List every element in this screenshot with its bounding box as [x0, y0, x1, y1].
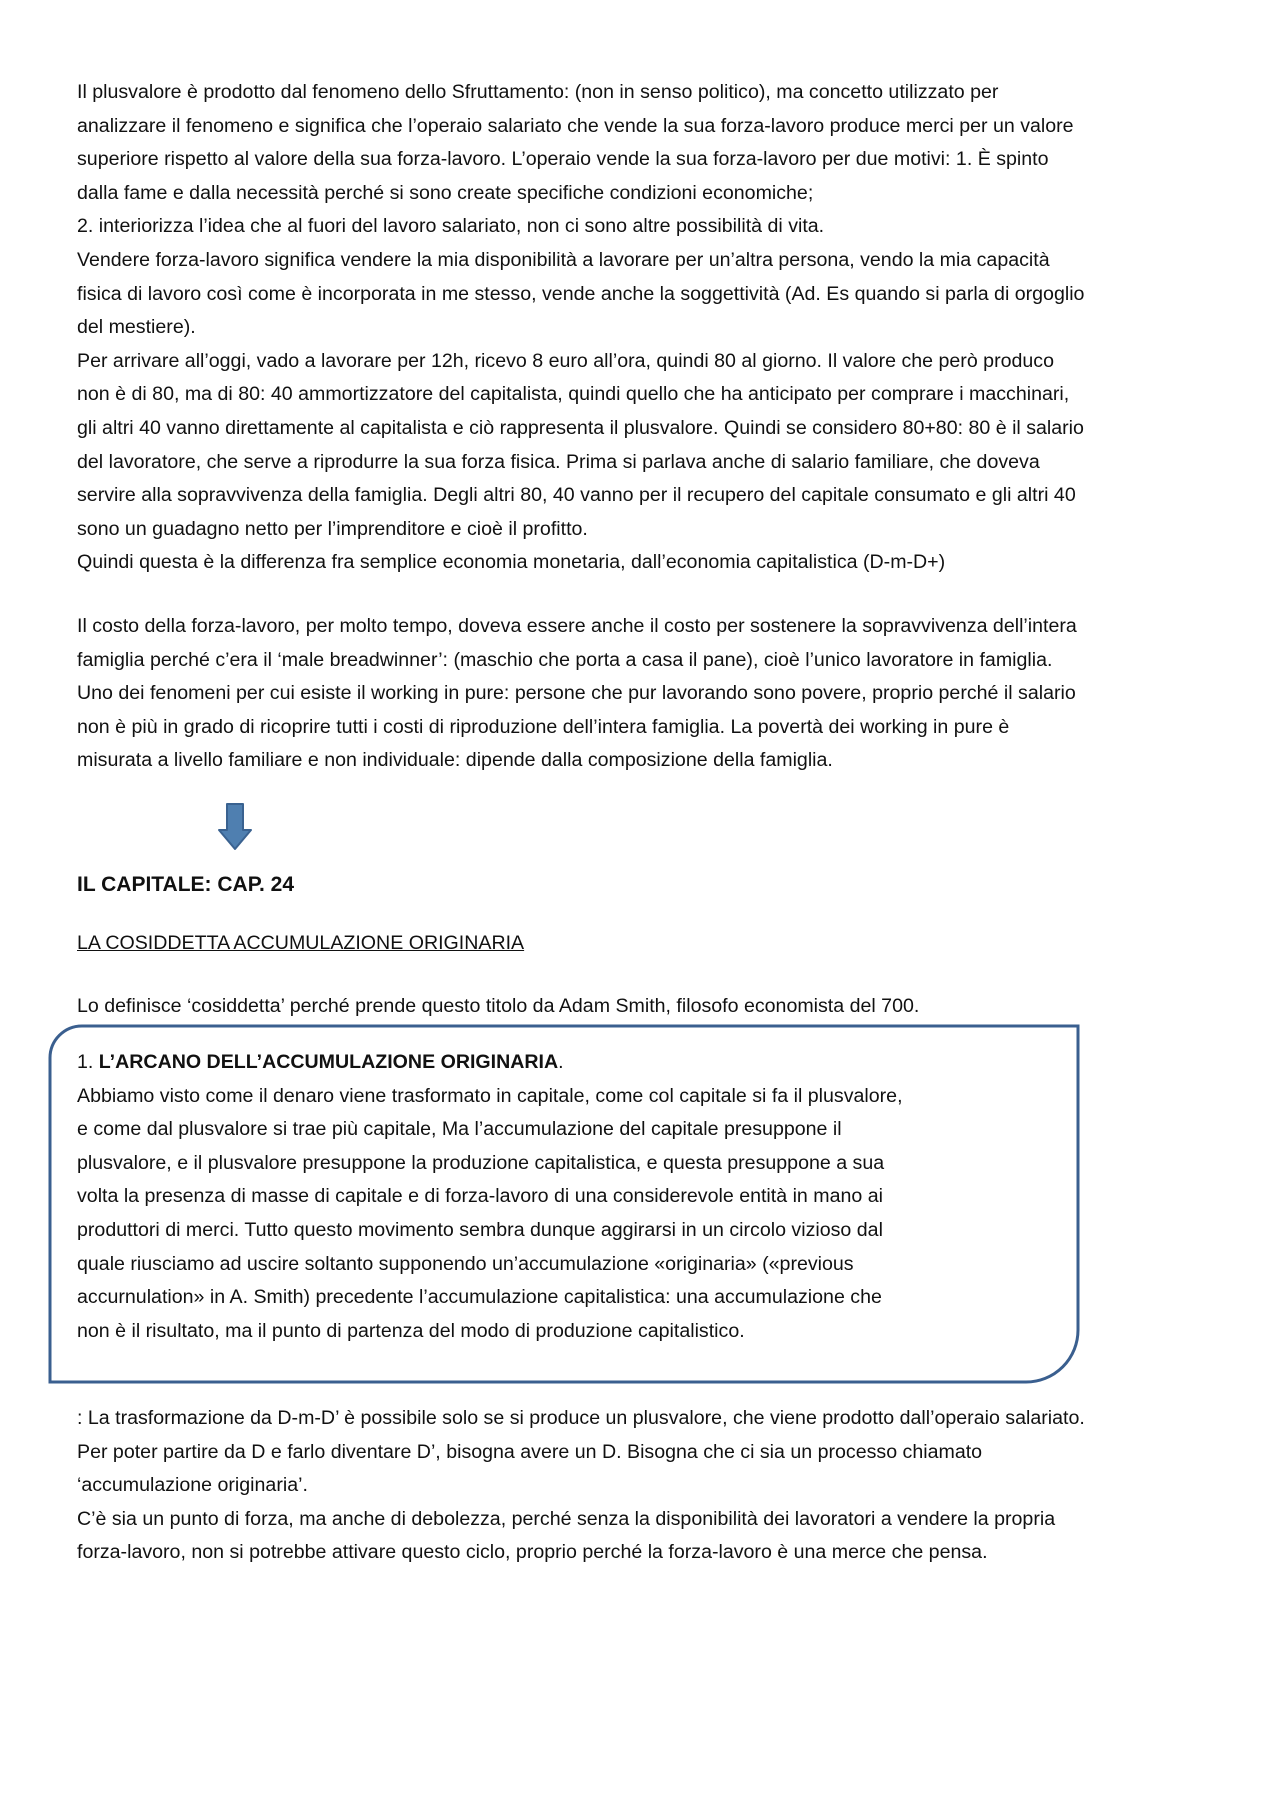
text-line: C’è sia un punto di forza, ma anche di debolezza, perché senza la disponibilità dei lavoratori a vendere la propria — [77, 1507, 1056, 1530]
text-line: gli altri 40 vanno direttamente al capitalista e ciò rappresenta il plusvalore. Quindi se considero 80+80: 80 è il salario — [77, 416, 1084, 439]
text-line: Il plusvalore è prodotto dal fenomeno dello Sfruttamento: (non in senso politico), ma concetto utilizzato per — [77, 81, 999, 103]
quote-line: Abbiamo visto come il denaro viene trasformato in capitale, come col capitale si fa il plusvalore, — [77, 1084, 903, 1107]
text-line: analizzare il fenomeno e significa che l’operaio salariato che vende la sua forza-lavoro produce merci per un valore — [77, 114, 1074, 137]
text-line: ‘accumulazione originaria’. — [77, 1474, 308, 1497]
text-line: Uno dei fenomeni per cui esiste il working in pure: persone che pur lavorando sono povere, proprio perché il salario — [77, 682, 1076, 705]
quote-box-number: 1. — [77, 1051, 99, 1073]
middle-paragraph — [77, 610, 1207, 778]
text-line: Per poter partire da D e farlo diventare D’, bisogna avere un D. Bisogna che ci sia un processo chiamato — [77, 1440, 983, 1463]
text-line: superiore rispetto al valore della sua forza-lavoro. L’operaio vende la sua forza-lavoro per due motivi: 1. È spinto — [77, 148, 1049, 171]
text-line: famiglia perché c’era il ‘male breadwinner’: (maschio che porta a casa il pane), cioè l’unico lavoratore in famiglia. — [77, 648, 1053, 671]
quote-box-title-line — [77, 1046, 1057, 1080]
text-line: : La trasformazione da D-m-D’ è possibile solo se si produce un plusvalore, che viene prodotto dall’operaio salariato. — [77, 1407, 1085, 1429]
text-line: non è più in grado di ricoprire tutti i costi di riproduzione dell’intera famiglia. La povertà dei working in pure è — [77, 715, 1010, 738]
top-paragraphs — [77, 76, 1207, 580]
quote-line: non è il risultato, ma il punto di partenza del modo di produzione capitalistico. — [77, 1319, 745, 1342]
down-arrow-icon — [217, 803, 253, 851]
text-line: Quindi questa è la differenza fra semplice economia monetaria, dall’economia capitalistica (D-m-D+) — [77, 551, 946, 574]
text-line: misurata a livello familiare e non individuale: dipende dalla composizione della famiglia. — [77, 749, 833, 772]
text-line: Il costo della forza-lavoro, per molto tempo, doveva essere anche il costo per sostenere la sopravvivenza dell’intera — [77, 615, 1077, 637]
quote-line: produttori di merci. Tutto questo movimento sembra dunque aggirarsi in un circolo vizioso dal — [77, 1218, 883, 1241]
chapter-heading: IL CAPITALE: CAP. 24 — [77, 873, 295, 896]
section-subheading: LA COSIDDETTA ACCUMULAZIONE ORIGINARIA — [77, 932, 525, 954]
quote-line: volta la presenza di masse di capitale e di forza-lavoro di una considerevole entità in mano ai — [77, 1185, 883, 1208]
text-line: forza-lavoro, non si potrebbe attivare questo ciclo, proprio perché la forza-lavoro è una merce che pensa. — [77, 1541, 988, 1564]
text-line: fisica di lavoro così come è incorporata in me stesso, vende anche la soggettività (Ad. Es quando si parla di orgoglio — [77, 282, 1085, 305]
quote-line: plusvalore, e il plusvalore presuppone la produzione capitalistica, e questa presuppone a sua — [77, 1151, 885, 1174]
quote-box-title: L’ARCANO DELL’ACCUMULAZIONE ORIGINARIA — [98, 1051, 559, 1073]
text-line: Per arrivare all’oggi, vado a lavorare per 12h, ricevo 8 euro all’ora, quindi 80 al giorno. Il valore che però produco — [77, 349, 1054, 372]
text-line: non è di 80, ma di 80: 40 ammortizzatore del capitalista, quindi quello che ha anticipato per comprare i macchinari, — [77, 383, 1070, 406]
quote-box-title-end: . — [558, 1051, 564, 1073]
quote-line: quale riusciamo ad uscire soltanto supponendo un’accumulazione «originaria» («previous — [77, 1252, 854, 1275]
intro-sentence: Lo definisce ‘cosiddetta’ perché prende questo titolo da Adam Smith, filosofo economista del 700. — [77, 995, 920, 1017]
text-line: del lavoratore, che serve a riprodurre la sua forza fisica. Prima si parlava anche di salario familiare, che doveva — [77, 450, 1040, 473]
text-line: dalla fame e dalla necessità perché si sono create specifiche condizioni economiche; — [77, 181, 814, 204]
quote-line: accurnulation» in A. Smith) precedente l’accumulazione capitalistica: una accumulazione che — [77, 1286, 882, 1309]
text-line: sono un guadagno netto per l’imprenditore e cioè il profitto. — [77, 517, 588, 540]
quote-line: e come dal plusvalore si trae più capitale, Ma l’accumulazione del capitale presuppone il — [77, 1118, 842, 1141]
bottom-paragraph — [77, 1402, 1207, 1570]
text-line: del mestiere). — [77, 316, 196, 339]
text-line: Vendere forza-lavoro significa vendere la mia disponibilità a lavorare per un’altra persona, vendo la mia capacità — [77, 248, 1050, 271]
quote-box — [77, 1046, 1057, 1348]
text-line: servire alla sopravvivenza della famiglia. Degli altri 80, 40 vanno per il recupero del capitale consumato e gli altri 40 — [77, 484, 1076, 507]
text-line: 2. interiorizza l’idea che al fuori del lavoro salariato, non ci sono altre possibilità di vita. — [77, 215, 825, 238]
